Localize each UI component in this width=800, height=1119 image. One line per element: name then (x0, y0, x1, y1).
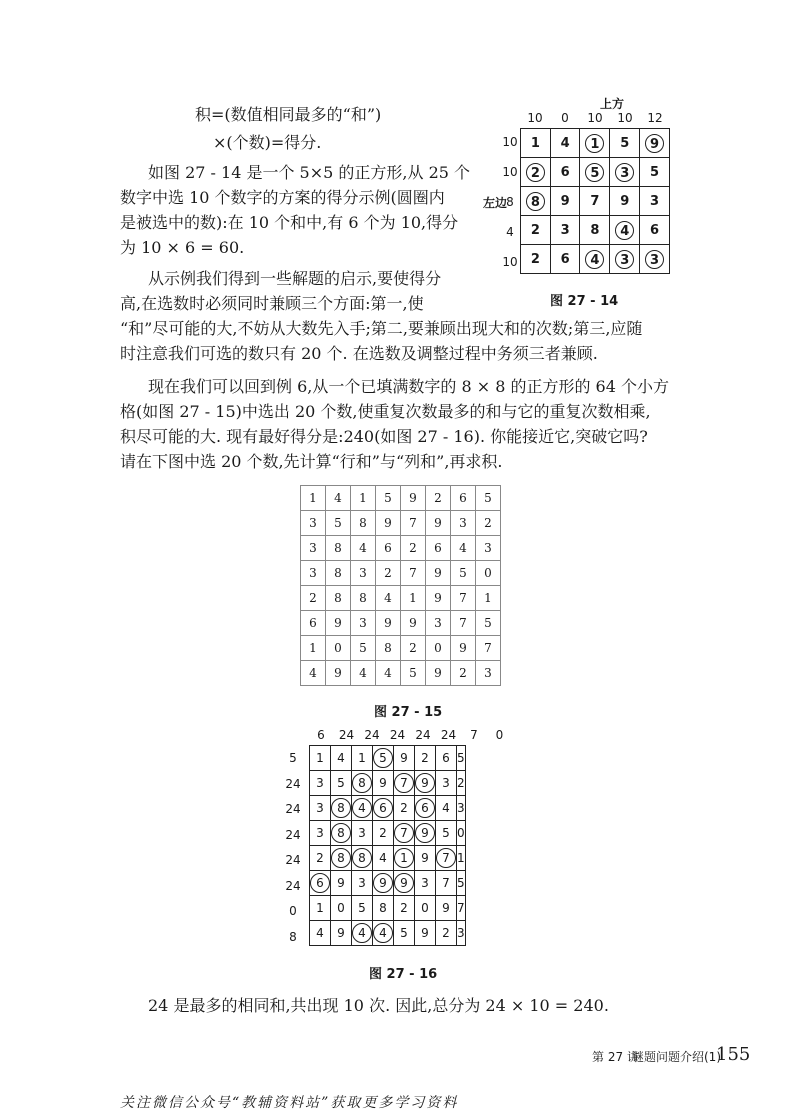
fig14-cell: 6 (550, 245, 580, 274)
fig16-cell: 9 (331, 871, 352, 896)
para2-line-3: “和”尽可能的大,不妨从大数先入手;第二,要兼顾出现大和的次数;第三,应随 (120, 319, 643, 338)
fig14-cell (580, 158, 610, 187)
fig15-cell: 0 (426, 636, 451, 661)
para3-line-3: 积尽可能的大. 现有最好得分是:240(如图 27 - 16). 你能接近它,突破它吗? (120, 427, 648, 446)
fig16-cell: 9 (415, 921, 436, 946)
fig16-cell (415, 771, 436, 796)
fig15-row (301, 511, 501, 536)
fig16-cell: 2 (310, 846, 331, 871)
fig16-cell (373, 796, 394, 821)
fig15-cell: 9 (376, 611, 401, 636)
fig16-row (310, 746, 466, 771)
fig16-cell: 1 (457, 846, 466, 871)
fig16-cell: 9 (415, 846, 436, 871)
fig15-cell: 4 (326, 486, 351, 511)
fig16-circled-number: 7 (394, 773, 414, 793)
para2-line-4: 时注意我们可选的数只有 20 个. 在选数及调整过程中务须三者兼顾. (120, 344, 598, 363)
footer-chapter: 第 27 讲 (592, 1050, 639, 1064)
fig14-cell: 9 (550, 187, 580, 216)
fig14-cell (610, 158, 640, 187)
fig15-cell: 7 (476, 636, 501, 661)
fig14-cell: 3 (640, 187, 670, 216)
fig16-row-sum: 24 (285, 853, 301, 867)
fig15-cell: 0 (476, 561, 501, 586)
fig16-circled-number: 5 (373, 748, 393, 768)
fig14-caption: 图 27 - 14 (550, 294, 619, 309)
fig14-circled-number: 8 (526, 192, 545, 211)
fig16-circled-number: 4 (352, 798, 372, 818)
fig16-cell: 0 (457, 821, 466, 846)
fig15-cell: 3 (451, 511, 476, 536)
fig16-col-sum: 24 (338, 728, 355, 742)
fig16-cell: 5 (457, 871, 466, 896)
fig14-circled-number: 5 (585, 163, 604, 182)
fig16-circled-number: 1 (394, 848, 414, 868)
fig16-row (310, 896, 466, 921)
fig14-circled-number: 3 (615, 250, 634, 269)
fig15-cell: 7 (401, 561, 426, 586)
formula-line-1: 积=(数值相同最多的“和”) (195, 105, 382, 124)
fig16-col-sum: 24 (364, 728, 380, 742)
fig15-caption: 图 27 - 15 (374, 705, 443, 720)
fig15-cell: 5 (476, 611, 501, 636)
fig14-cell (610, 216, 640, 245)
fig16-cell (373, 921, 394, 946)
fig16-circled-number: 8 (352, 848, 372, 868)
fig15-cell: 2 (401, 536, 426, 561)
fig16-cell: 2 (394, 796, 415, 821)
fig16-circled-number: 8 (331, 798, 351, 818)
fig16-circled-number: 8 (352, 773, 372, 793)
fig16-cell: 4 (373, 846, 394, 871)
fig15-cell: 9 (426, 661, 451, 686)
fig16-circled-number: 9 (415, 773, 435, 793)
fig15-cell: 9 (376, 511, 401, 536)
fig16-cell (394, 821, 415, 846)
fig16-row-sum: 24 (285, 827, 301, 842)
fig15-cell: 1 (401, 586, 426, 611)
fig14-col-sum: 10 (617, 111, 633, 125)
fig15-cell: 5 (451, 561, 476, 586)
fig16-col-sum: 7 (470, 728, 478, 742)
fig14-row-sum: 10 (502, 135, 518, 149)
fig16-cell (331, 796, 352, 821)
fig15-cell: 5 (326, 511, 351, 536)
fig16-cell (352, 921, 373, 946)
fig15-cell: 6 (426, 536, 451, 561)
fig14-row-sum: 10 (502, 165, 518, 179)
page-number: 155 (716, 1044, 751, 1065)
fig14-cell: 2 (521, 245, 551, 274)
fig15-cell: 8 (376, 636, 401, 661)
fig14-cell (521, 187, 551, 216)
fig15-cell: 3 (476, 536, 501, 561)
fig14-cell: 4 (550, 129, 580, 158)
fig15-cell: 2 (426, 486, 451, 511)
fig16-circled-number: 8 (331, 848, 351, 868)
bottom-note: 关注微信公众号“教辅资料站”获取更多学习资料 (120, 1095, 459, 1111)
fig16-cell: 5 (436, 821, 457, 846)
fig16-col-sum: 0 (495, 728, 504, 742)
fig14-row-sum: 4 (506, 225, 514, 239)
para1-line-1: 如图 27 - 14 是一个 5×5 的正方形,从 25 个 (148, 163, 471, 182)
fig15-row (301, 536, 501, 561)
fig16-circled-number: 4 (373, 923, 393, 943)
fig16-cell: 3 (352, 821, 373, 846)
fig16-cell: 2 (415, 746, 436, 771)
fig15-cell: 9 (326, 661, 351, 686)
fig16-cell: 5 (352, 896, 373, 921)
fig16-col-sum: 24 (389, 728, 406, 742)
fig14-cell: 2 (521, 216, 551, 245)
fig16-cell: 3 (310, 796, 331, 821)
fig14-row (521, 129, 670, 158)
fig16-row-sum: 5 (289, 751, 297, 765)
fig16-circled-number: 8 (331, 823, 351, 843)
fig15-cell: 2 (476, 511, 501, 536)
fig16-cell: 7 (457, 896, 466, 921)
fig16-row (310, 921, 466, 946)
fig16-row-sum: 8 (289, 929, 297, 944)
fig16-grid (309, 745, 466, 946)
fig16-caption: 图 27 - 16 (369, 967, 438, 982)
fig16-cell: 4 (436, 796, 457, 821)
para1-line-2: 数字中选 10 个数字的方案的得分示例(圆圈内 (120, 188, 445, 207)
footer-title: 谜题问题介绍(1) (632, 1050, 721, 1064)
fig16-circled-number: 9 (373, 873, 393, 893)
fig15-cell: 2 (376, 561, 401, 586)
fig15-grid (300, 485, 501, 686)
para1-line-4: 为 10 × 6 = 60. (120, 238, 245, 257)
fig16-col-sum: 6 (317, 728, 325, 742)
fig16-cell: 3 (415, 871, 436, 896)
fig15-cell: 1 (301, 486, 326, 511)
fig15-cell: 3 (301, 511, 326, 536)
fig15-cell: 9 (401, 486, 426, 511)
fig16-cell: 1 (352, 746, 373, 771)
fig14-row-sum: 10 (502, 255, 518, 269)
fig15-cell: 9 (401, 611, 426, 636)
fig16-cell: 4 (310, 921, 331, 946)
fig14-circled-number: 4 (615, 221, 634, 240)
fig15-cell: 4 (376, 586, 401, 611)
fig16-cell: 3 (436, 771, 457, 796)
fig15-row (301, 486, 501, 511)
fig14-circled-number: 1 (585, 134, 604, 153)
fig15-cell: 3 (426, 611, 451, 636)
fig15-cell: 7 (401, 511, 426, 536)
fig16-cell (352, 771, 373, 796)
fig16-cell (373, 746, 394, 771)
fig15-cell: 2 (301, 586, 326, 611)
fig15-cell: 4 (351, 661, 376, 686)
fig15-cell: 4 (351, 536, 376, 561)
fig15-cell: 3 (351, 561, 376, 586)
fig15-cell: 4 (301, 661, 326, 686)
fig14-cell: 7 (580, 187, 610, 216)
fig14-top-title: 上方 (599, 97, 624, 111)
fig16-cell: 5 (394, 921, 415, 946)
fig15-cell: 1 (351, 486, 376, 511)
fig15-cell: 1 (476, 586, 501, 611)
fig15-row (301, 636, 501, 661)
fig16-cell (331, 821, 352, 846)
fig15-cell: 6 (376, 536, 401, 561)
fig15-cell: 8 (326, 536, 351, 561)
fig16-cell (373, 871, 394, 896)
fig16-cell: 9 (373, 771, 394, 796)
fig16-circled-number: 7 (394, 823, 414, 843)
fig16-cell: 3 (352, 871, 373, 896)
fig14-row (521, 245, 670, 274)
fig16-cell (394, 771, 415, 796)
fig14-cell (521, 158, 551, 187)
fig15-row (301, 586, 501, 611)
fig16-col-sum: 24 (415, 728, 431, 742)
fig16-cell: 3 (457, 921, 466, 946)
fig16-cell: 3 (457, 796, 466, 821)
fig16-cell: 3 (310, 821, 331, 846)
fig16-cell: 6 (436, 746, 457, 771)
fig15-cell: 9 (426, 586, 451, 611)
fig15-cell: 9 (426, 561, 451, 586)
fig14-row (521, 158, 670, 187)
fig16-cell: 2 (373, 821, 394, 846)
fig16-cell: 9 (394, 746, 415, 771)
fig16-row (310, 821, 466, 846)
para3-line-4: 请在下图中选 20 个数,先计算“行和”与“列和”,再求积. (120, 452, 503, 471)
fig15-cell: 7 (451, 586, 476, 611)
fig14-cell: 8 (580, 216, 610, 245)
fig16-cell: 1 (310, 896, 331, 921)
fig16-cell (415, 821, 436, 846)
fig15-cell: 5 (351, 636, 376, 661)
fig16-row-sum: 24 (285, 802, 301, 816)
formula-line-2: ×(个数)=得分. (213, 133, 322, 152)
fig15-cell: 6 (451, 486, 476, 511)
fig15-cell: 3 (301, 561, 326, 586)
fig16-cell: 1 (310, 746, 331, 771)
fig14-cell (640, 245, 670, 274)
fig14-col-sum: 12 (647, 111, 663, 125)
fig15-cell: 5 (476, 486, 501, 511)
fig16-col-sum: 24 (440, 728, 457, 742)
fig15-cell: 1 (301, 636, 326, 661)
fig15-cell: 6 (301, 611, 326, 636)
fig16-cell (415, 796, 436, 821)
fig16-circled-number: 6 (415, 798, 435, 818)
fig15-cell: 8 (326, 586, 351, 611)
fig16-cell: 0 (415, 896, 436, 921)
fig16-cell: 0 (331, 896, 352, 921)
fig14-row (521, 187, 670, 216)
fig16-cell: 9 (436, 896, 457, 921)
fig16-circled-number: 9 (415, 823, 435, 843)
fig16-cell: 5 (457, 746, 466, 771)
fig16-row-sum: 0 (289, 904, 297, 918)
para1-line-3: 是被选中的数):在 10 个和中,有 6 个为 10,得分 (120, 213, 459, 232)
fig16-cell (352, 796, 373, 821)
fig14-cell: 5 (640, 158, 670, 187)
fig15-row (301, 611, 501, 636)
fig14-row-sum: 8 (506, 195, 514, 209)
fig15-cell: 2 (401, 636, 426, 661)
fig14-left-title: 左边 (482, 196, 507, 210)
fig14-grid (520, 128, 670, 274)
fig14-col-sum: 10 (527, 111, 543, 125)
fig14-col-sum: 0 (561, 111, 569, 125)
fig16-cell: 4 (331, 746, 352, 771)
fig16-cell (394, 846, 415, 871)
fig14-cell: 3 (550, 216, 580, 245)
fig16-cell: 2 (457, 771, 466, 796)
fig14-cell (640, 129, 670, 158)
fig14-cell: 6 (550, 158, 580, 187)
fig14-cell: 9 (610, 187, 640, 216)
fig14-circled-number: 4 (585, 250, 604, 269)
fig16-circled-number: 7 (436, 848, 456, 868)
fig16-row (310, 871, 466, 896)
fig15-cell: 9 (326, 611, 351, 636)
fig16-cell: 7 (436, 871, 457, 896)
fig14-cell: 1 (521, 129, 551, 158)
fig16-cell: 5 (331, 771, 352, 796)
fig15-cell: 9 (426, 511, 451, 536)
fig14-circled-number: 3 (615, 163, 634, 182)
fig14-cell: 6 (640, 216, 670, 245)
conclusion-text: 24 是最多的相同和,共出现 10 次. 因此,总分为 24 × 10 = 240. (148, 996, 609, 1015)
fig14-circled-number: 2 (526, 163, 545, 182)
fig16-cell: 2 (394, 896, 415, 921)
fig14-circled-number: 9 (645, 134, 664, 153)
fig16-circled-number: 6 (310, 873, 330, 893)
para2-line-1: 从示例我们得到一些解题的启示,要使得分 (148, 269, 442, 288)
fig16-row-sum: 24 (285, 776, 301, 791)
fig16-row (310, 771, 466, 796)
fig16-cell: 8 (373, 896, 394, 921)
fig16-cell (310, 871, 331, 896)
fig15-cell: 3 (476, 661, 501, 686)
fig15-row (301, 661, 501, 686)
figure-27-14 (482, 95, 670, 295)
fig15-cell: 4 (451, 536, 476, 561)
fig16-cell (436, 846, 457, 871)
fig15-cell: 4 (376, 661, 401, 686)
fig15-cell: 2 (451, 661, 476, 686)
fig16-row (310, 796, 466, 821)
fig16-circled-number: 6 (373, 798, 393, 818)
fig14-circled-number: 3 (645, 250, 664, 269)
fig14-cell (580, 245, 610, 274)
fig14-cell (610, 245, 640, 274)
fig16-row-sum: 24 (285, 878, 301, 893)
para3-line-1: 现在我们可以回到例 6,从一个已填满数字的 8 × 8 的正方形的 64 个小方 (148, 377, 669, 396)
fig14-row (521, 216, 670, 245)
fig15-cell: 5 (376, 486, 401, 511)
para2-line-2: 高,在选数时必须同时兼顾三个方面:第一,使 (120, 294, 424, 313)
para3-line-2: 格(如图 27 - 15)中选出 20 个数,使重复次数最多的和与它的重复次数相乘, (120, 402, 651, 421)
fig14-cell (580, 129, 610, 158)
fig16-row (310, 846, 466, 871)
fig16-circled-number: 4 (352, 923, 372, 943)
fig16-cell (394, 871, 415, 896)
fig16-cell (352, 846, 373, 871)
fig15-cell: 8 (351, 586, 376, 611)
fig16-cell: 2 (436, 921, 457, 946)
fig15-cell: 3 (351, 611, 376, 636)
fig15-row (301, 561, 501, 586)
fig15-cell: 5 (401, 661, 426, 686)
fig15-cell: 7 (451, 611, 476, 636)
fig16-circled-number: 9 (394, 873, 414, 893)
fig16-cell (331, 846, 352, 871)
fig15-cell: 8 (351, 511, 376, 536)
fig14-col-sum: 10 (587, 111, 603, 125)
fig15-cell: 9 (451, 636, 476, 661)
fig15-cell: 8 (326, 561, 351, 586)
fig14-cell: 5 (610, 129, 640, 158)
fig16-cell: 9 (331, 921, 352, 946)
fig15-cell: 0 (326, 636, 351, 661)
fig15-cell: 3 (301, 536, 326, 561)
fig16-cell: 3 (310, 771, 331, 796)
